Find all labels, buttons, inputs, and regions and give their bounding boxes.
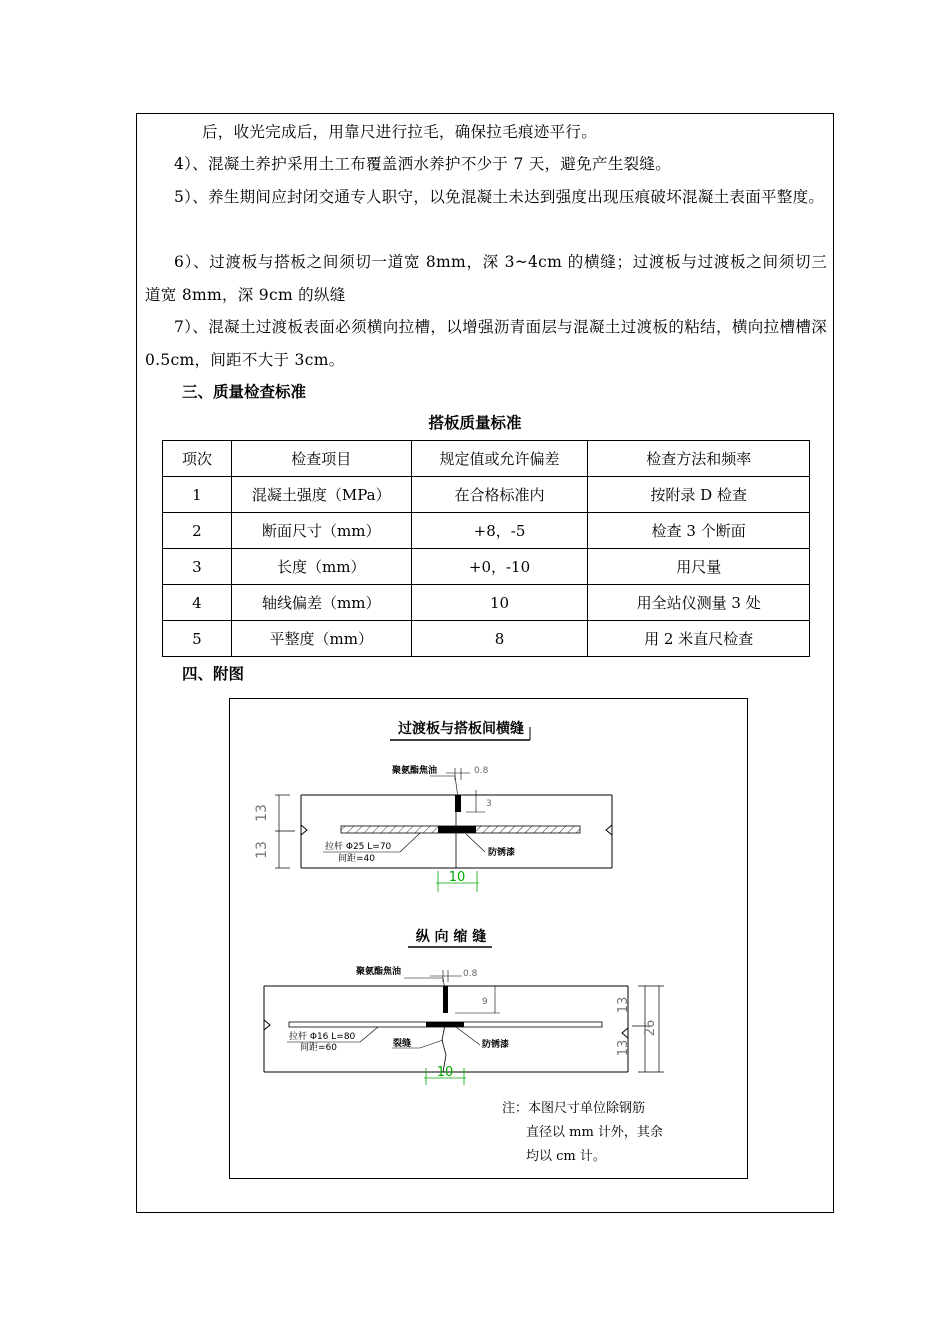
header-cell: 项次 bbox=[163, 441, 232, 477]
diagram1-thickness-top: 13 bbox=[254, 804, 270, 822]
table-cell: 3 bbox=[163, 549, 232, 585]
diagram1-bar-label: 拉杆 Φ25 L=70 bbox=[325, 842, 392, 852]
table-cell: 平整度（mm） bbox=[231, 621, 411, 657]
diagram1-coating-label: 防锈漆 bbox=[488, 848, 516, 858]
table-cell: 混凝土强度（MPa） bbox=[231, 477, 411, 513]
table-title: 搭板质量标准 bbox=[428, 414, 522, 432]
diagram2-total: 26 bbox=[643, 1019, 658, 1037]
section-heading-3: 三、质量检查标准 bbox=[182, 383, 307, 401]
table-cell: 检查 3 个断面 bbox=[588, 513, 810, 549]
header-cell: 检查项目 bbox=[231, 441, 411, 477]
table-cell: 用全站仪测量 3 处 bbox=[588, 585, 810, 621]
table-cell: 10 bbox=[411, 585, 588, 621]
table-cell: 4 bbox=[163, 585, 232, 621]
table-cell: 在合格标准内 bbox=[411, 477, 588, 513]
diagram1-thickness-bottom: 13 bbox=[254, 841, 270, 859]
diagram2-crack-label: 裂缝 bbox=[393, 1039, 412, 1049]
table-cell: 按附录 D 检查 bbox=[588, 477, 810, 513]
diagram1-spacing-label: 间距=40 bbox=[338, 854, 375, 864]
table-cell: 1 bbox=[163, 477, 232, 513]
figure-note-line-2: 直径以 mm 计外，其余 bbox=[526, 1125, 663, 1140]
diagram2-depth: 9 bbox=[482, 997, 488, 1007]
diagram1-gap: 0.8 bbox=[474, 766, 489, 776]
table-cell: 2 bbox=[163, 513, 232, 549]
diagram2-gap: 0.8 bbox=[463, 969, 478, 979]
diagram-transverse-joint bbox=[254, 720, 612, 892]
diagram1-title: 过渡板与搭板间横缝 bbox=[398, 721, 524, 737]
table-cell: 用尺量 bbox=[588, 549, 810, 585]
figure-note-line-1: 注：本图尺寸单位除钢筋 bbox=[502, 1101, 646, 1116]
table-cell: 断面尺寸（mm） bbox=[231, 513, 411, 549]
paragraph-3: 5）、养生期间应封闭交通专人职守，以免混凝土未达到强度出现压痕破坏混凝土表面平整度。 bbox=[174, 188, 825, 206]
table-cell: 轴线偏差（mm） bbox=[231, 585, 411, 621]
diagram1-depth: 3 bbox=[486, 799, 492, 809]
diagram1-sealant-label: 聚氨酯焦油 bbox=[392, 766, 438, 776]
paragraph-1: 后，收光完成后，用靠尺进行拉毛，确保拉毛痕迹平行。 bbox=[202, 123, 598, 141]
diagram2-sealant-label: 聚氨酯焦油 bbox=[356, 967, 402, 977]
table-cell: +8，-5 bbox=[411, 513, 588, 549]
header-cell: 规定值或允许偏差 bbox=[411, 441, 588, 477]
section-heading-4: 四、附图 bbox=[182, 665, 245, 683]
diagram2-coating-label: 防锈漆 bbox=[482, 1040, 510, 1050]
diagram2-width: 10 bbox=[436, 1065, 454, 1080]
diagram2-thickness-bottom: 13 bbox=[616, 1039, 631, 1057]
diagram2-thickness-top: 13 bbox=[616, 996, 631, 1014]
table-cell: +0，-10 bbox=[411, 549, 588, 585]
paragraph-2: 4）、混凝土养护采用土工布覆盖洒水养护不少于 7 天，避免产生裂缝。 bbox=[174, 155, 672, 173]
table-cell: 长度（mm） bbox=[231, 549, 411, 585]
paragraph-5: 7）、混凝土过渡板表面必须横向拉槽，以增强沥青面层与混凝土过渡板的粘结，横向拉槽槽深 0.5cm，间距不大于 3cm。 bbox=[145, 318, 827, 369]
diagram1-width: 10 bbox=[448, 870, 466, 885]
diagram-longitudinal-joint bbox=[264, 928, 664, 1085]
table-cell: 用 2 米直尺检查 bbox=[588, 621, 810, 657]
diagram2-spacing-label: 间距=60 bbox=[300, 1043, 337, 1053]
figure-note-line-3: 均以 cm 计。 bbox=[526, 1149, 606, 1164]
table-cell: 5 bbox=[163, 621, 232, 657]
header-cell: 检查方法和频率 bbox=[588, 441, 810, 477]
diagram2-bar-label: 拉杆 Φ16 L=80 bbox=[289, 1032, 356, 1042]
table-cell: 8 bbox=[411, 621, 588, 657]
diagram2-title: 纵 向 缩 缝 bbox=[415, 929, 487, 945]
paragraph-4: 6）、过渡板与搭板之间须切一道宽 8mm，深 3~4cm 的横缝；过渡板与过渡板之间须切三道宽 8mm，深 9cm 的纵缝 bbox=[145, 253, 827, 304]
